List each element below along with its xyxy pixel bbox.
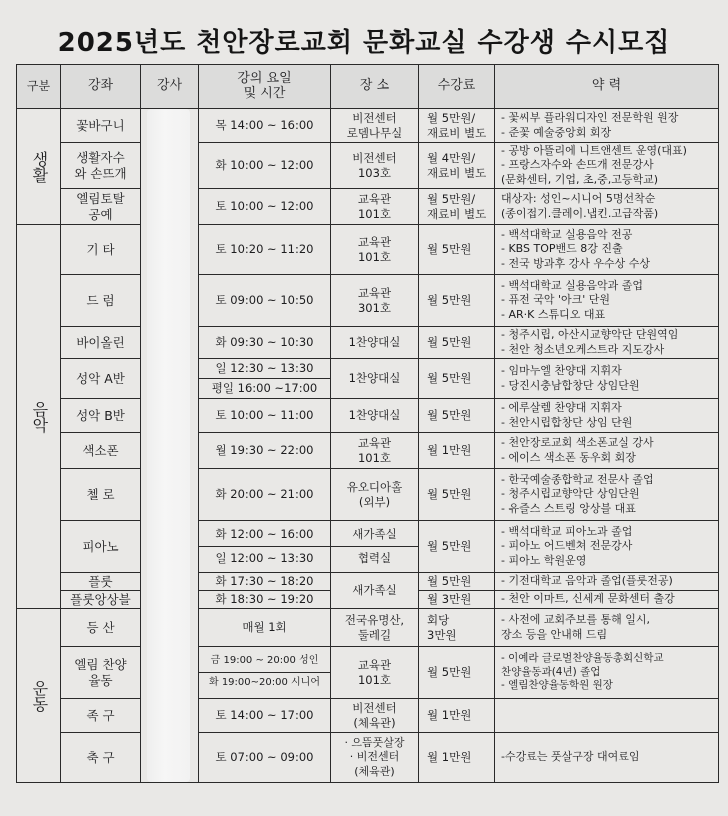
- table-row: [17, 399, 719, 433]
- course-fee: 월 5만원/ 재료비 별도: [419, 109, 495, 143]
- course-location: 비전센터 103호: [331, 143, 419, 189]
- course-schedule: 화 10:00 ~ 12:00: [199, 143, 331, 189]
- course-fee: 월 5만원: [419, 647, 495, 699]
- course-bio: [495, 327, 719, 359]
- course-fee: 월 5만원: [419, 359, 495, 399]
- category-life: 생활: [17, 109, 61, 225]
- course-name: 꽃바구니: [61, 109, 141, 143]
- table-row: [17, 433, 719, 469]
- table-row: [17, 359, 719, 399]
- bio-line: - AR·K 스튜디오 대표: [501, 307, 606, 321]
- course-fee: 월 5만원: [419, 225, 495, 275]
- category-sports: 운동: [17, 609, 61, 783]
- course-name: 엘림 찬양 율동: [61, 647, 141, 699]
- table-row: [17, 225, 719, 275]
- course-location: 비전센터 (체육관): [331, 699, 419, 733]
- bio-line: - 천안장로교회 색소폰교실 강사: [501, 436, 654, 450]
- bio-line: 찬양율동과(4년) 졸업: [501, 665, 601, 678]
- course-fee: 월 5만원/ 재료비 별도: [419, 189, 495, 225]
- course-name: 플룻: [61, 573, 141, 591]
- course-bio: [495, 733, 719, 783]
- location-slot: 협력실: [357, 551, 392, 565]
- bio-line: - 피아노 학원운영: [501, 553, 587, 567]
- course-bio: [495, 189, 719, 225]
- schedule-slot: 일 12:00 ~ 13:30: [215, 551, 314, 565]
- course-location: 전국유명산, 둘레길: [331, 609, 419, 647]
- bio-line: - 천안 청소년오케스트라 지도강사: [501, 342, 665, 356]
- course-schedule: 토 14:00 ~ 17:00: [199, 699, 331, 733]
- course-location: 교육관 101호: [331, 225, 419, 275]
- course-fee: 월 1만원: [419, 433, 495, 469]
- header-location: 장 소: [331, 65, 419, 109]
- course-schedule: 토 09:00 ~ 10:50: [199, 275, 331, 327]
- course-schedule: 월 19:30 ~ 22:00: [199, 433, 331, 469]
- schedule-slot: 화 12:00 ~ 16:00: [199, 523, 330, 547]
- instructor-column-redacted: [141, 109, 199, 783]
- course-bio: [495, 573, 719, 591]
- course-name: 피아노: [61, 521, 141, 573]
- course-name: 플룻앙상블: [61, 591, 141, 609]
- bio-line: - 백석대학교 피아노과 졸업: [501, 525, 633, 539]
- course-location: · 으뜸풋살장 · 비전센터 (체육관): [331, 733, 419, 783]
- course-location: 유오디아홀 (외부): [331, 469, 419, 521]
- course-schedule-split: [199, 647, 331, 699]
- course-schedule: 목 14:00 ~ 16:00: [199, 109, 331, 143]
- course-location: 1찬양대실: [331, 327, 419, 359]
- header-course: 강좌: [61, 65, 141, 109]
- category-music: 음악: [17, 225, 61, 609]
- bio-line: - 에루살렘 찬양대 지휘자: [501, 401, 622, 415]
- course-schedule: 화 09:30 ~ 10:30: [199, 327, 331, 359]
- course-fee: 월 1만원: [419, 733, 495, 783]
- bio-line: - 천안 이마트, 신세계 문화센터 출강: [501, 592, 675, 606]
- course-name: 바이올린: [61, 327, 141, 359]
- bio-line: - 에이스 색소폰 동우회 회장: [501, 450, 636, 464]
- course-location: 비전센터 로뎀나무실: [331, 109, 419, 143]
- course-name: 생활자수 와 손뜨개: [61, 143, 141, 189]
- course-location: 교육관 301호: [331, 275, 419, 327]
- header-schedule: 강의 요일 및 시간: [199, 65, 331, 109]
- bio-line: - 청주시립교향악단 상임단원: [501, 487, 640, 501]
- table-row: [17, 275, 719, 327]
- bio-line: - 한국예술종합학교 전문사 졸업: [501, 473, 654, 487]
- course-name: 등 산: [61, 609, 141, 647]
- course-fee: 월 3만원: [419, 591, 495, 609]
- header-category: 구분: [17, 65, 61, 109]
- bio-line: (문화센터, 기업, 초,중,고등학교): [501, 172, 659, 186]
- bio-line: - 준꽃 예술중앙회 회장: [501, 125, 612, 139]
- table-row: [17, 327, 719, 359]
- course-bio: [495, 225, 719, 275]
- course-name: 축 구: [61, 733, 141, 783]
- course-name: 엘림토탈 공예: [61, 189, 141, 225]
- bio-line: - 유즐스 스트링 앙상블 대표: [501, 501, 636, 515]
- bio-line: - KBS TOP밴드 8강 진출: [501, 242, 623, 256]
- header-fee: 수강료: [419, 65, 495, 109]
- bio-line: - 이예라 글로벌찬양율동총회신학교: [501, 652, 664, 665]
- course-name: 성악 A반: [61, 359, 141, 399]
- table-row: [17, 573, 719, 591]
- course-fee: 월 5만원: [419, 399, 495, 433]
- course-bio: [495, 399, 719, 433]
- course-fee: 월 1만원: [419, 699, 495, 733]
- course-fee: 회당 3만원: [419, 609, 495, 647]
- bio-line: - 피아노 어드벤쳐 전문강사: [501, 539, 633, 553]
- bio-line: -수강료는 풋살구장 대여료임: [501, 750, 640, 764]
- table-row: [17, 699, 719, 733]
- bio-line: - 사전에 교회주보를 통해 일시,: [501, 613, 650, 627]
- course-schedule: 토 10:00 ~ 11:00: [199, 399, 331, 433]
- bio-line: - 퓨전 국악 '아크' 단원: [501, 293, 611, 307]
- bio-line: - 천안시립합창단 상임 단원: [501, 415, 633, 429]
- course-schedule: 화 18:30 ~ 19:20: [199, 591, 331, 609]
- bio-line: - 당진시충남합창단 상임단원: [501, 378, 640, 392]
- course-bio: [495, 109, 719, 143]
- course-name: 색소폰: [61, 433, 141, 469]
- bio-line: (종이접기.클레이.냅킨.고급작품): [501, 206, 659, 220]
- bio-line: - 청주시립, 아산시교향악단 단원역임: [501, 328, 679, 342]
- course-schedule: 화 20:00 ~ 21:00: [199, 469, 331, 521]
- bio-line: - 엘림찬양율동학원 원장: [501, 679, 613, 692]
- table-row: [17, 521, 719, 573]
- course-schedule: 토 10:20 ~ 11:20: [199, 225, 331, 275]
- bio-line: 대상자: 성인~시니어 5명선착순: [501, 192, 656, 206]
- bio-line: - 백석대학교 실용음악과 졸업: [501, 279, 643, 293]
- course-location: 교육관 101호: [331, 189, 419, 225]
- schedule-slot: 평일 16:00 ~17:00: [211, 381, 318, 395]
- course-fee: 월 5만원: [419, 573, 495, 591]
- course-name: 드 럼: [61, 275, 141, 327]
- header-instructor: 강사: [141, 65, 199, 109]
- table-row: [17, 733, 719, 783]
- course-location: 교육관 101호: [331, 647, 419, 699]
- schedule-slot: 화 19:00~20:00 시니어: [208, 677, 320, 688]
- bio-line: - 임마누엘 찬양대 지휘자: [501, 364, 622, 378]
- header-bio: 약 력: [495, 65, 719, 109]
- course-location: 새가족실: [331, 573, 419, 609]
- page-title: 2025년도 천안장로교회 문화교실 수강생 수시모집: [57, 28, 671, 58]
- course-bio: [495, 469, 719, 521]
- course-location-split: [331, 521, 419, 573]
- course-schedule: 매월 1회: [199, 609, 331, 647]
- course-schedule-split: [199, 359, 331, 399]
- table-row: [17, 469, 719, 521]
- course-bio: [495, 433, 719, 469]
- course-schedule-split: [199, 521, 331, 573]
- bio-line: 장소 등을 안내해 드림: [501, 627, 608, 641]
- course-fee: 월 5만원: [419, 275, 495, 327]
- course-bio: [495, 699, 719, 733]
- course-bio: [495, 521, 719, 573]
- course-location: 교육관 101호: [331, 433, 419, 469]
- redaction-blur: [147, 109, 190, 782]
- table-row: [17, 189, 719, 225]
- course-bio: [495, 609, 719, 647]
- course-schedule: 토 10:00 ~ 12:00: [199, 189, 331, 225]
- bio-line: - 기전대학교 음악과 졸업(플룻전공): [501, 574, 673, 588]
- table-row: [17, 143, 719, 189]
- course-bio: [495, 359, 719, 399]
- course-fee: 월 4만원/ 재료비 별도: [419, 143, 495, 189]
- course-bio: [495, 591, 719, 609]
- course-location: 1찬양대실: [331, 399, 419, 433]
- course-schedule: 화 17:30 ~ 18:20: [199, 573, 331, 591]
- schedule-slot: 금 19:00 ~ 20:00 성인: [199, 651, 330, 673]
- course-name: 족 구: [61, 699, 141, 733]
- course-name: 첼 로: [61, 469, 141, 521]
- table-row: [17, 109, 719, 143]
- location-slot: 새가족실: [331, 523, 418, 547]
- course-schedule: 토 07:00 ~ 09:00: [199, 733, 331, 783]
- schedule-slot: 일 12:30 ~ 13:30: [199, 359, 330, 379]
- course-table: [16, 64, 719, 783]
- bio-line: - 공방 아뜰리에 니트앤센트 운영(대표): [501, 144, 687, 158]
- course-bio: [495, 275, 719, 327]
- course-name: 성악 B반: [61, 399, 141, 433]
- bio-line: - 꽃씨부 플라워디자인 전문학원 원장: [501, 111, 679, 125]
- course-name: 기 타: [61, 225, 141, 275]
- table-row: [17, 647, 719, 699]
- course-bio: [495, 143, 719, 189]
- table-row: [17, 609, 719, 647]
- bio-line: - 백석대학교 실용음악 전공: [501, 228, 633, 242]
- course-bio: [495, 647, 719, 699]
- header-row: [17, 65, 719, 109]
- course-fee: 월 5만원: [419, 327, 495, 359]
- course-fee: 월 5만원: [419, 469, 495, 521]
- course-location: 1찬양대실: [331, 359, 419, 399]
- course-fee: 월 5만원: [419, 521, 495, 573]
- bio-line: - 프랑스자수와 손뜨개 전문강사: [501, 158, 654, 172]
- bio-line: - 전국 방과후 강사 우수상 수상: [501, 256, 650, 270]
